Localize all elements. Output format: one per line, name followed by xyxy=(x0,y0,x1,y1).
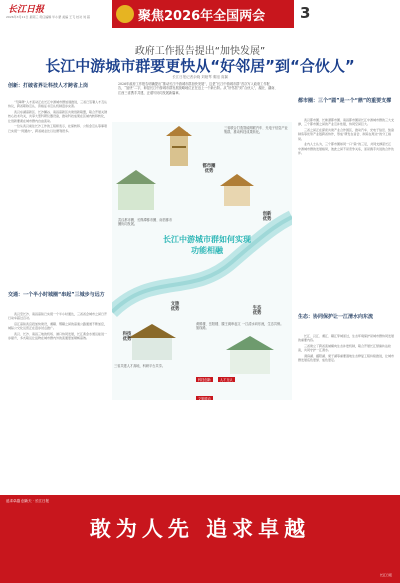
infographic-caption: 三省共建人才高地，科研平台共享。 xyxy=(114,364,165,368)
infographic-center-title: 长江中游城市群如何实现功能相融 xyxy=(163,234,251,255)
paragraph: 武汉至长沙、南昌高铁已实现一个半小时通达，三省省会城市之间日开行动车超过百对。 xyxy=(8,312,108,321)
right-section-2-title: 生态：协同保护让一江清水向东流 xyxy=(298,314,374,320)
slogan-banner xyxy=(0,495,400,583)
paragraph: 武汉、长沙、南昌三地的机场、港口协同发展，长江黄金水道运能进一步提升，多式联运让货物在城市群内外的流通更加顺畅高效。 xyxy=(8,332,108,341)
masthead xyxy=(0,0,400,30)
page-number: 3 xyxy=(300,4,311,22)
left-section-2-body xyxy=(8,312,108,490)
infographic-caption: 一江清水向东流，生态共保。 xyxy=(242,322,284,326)
byline: 长江日报记者余晓 刘娅琴 秦旭 高翼 xyxy=(172,75,228,79)
issue-meta: 2026年3月11日 星期三 责任编辑 毕小蒙 美编 王飞 校对 刘 超 xyxy=(6,15,90,19)
topic-banner xyxy=(112,0,294,28)
paragraph: 沿江高铁武宜段加快建设，湘赣、鄂赣之间的高速公路通道不断加密，城际公交化运营正在逐步试点推广。 xyxy=(8,322,108,331)
right-section-1-title: 都市圈：三个“圆”是一个“鼎”的重要支撑 xyxy=(298,98,392,104)
footer-label: 长江日报 xyxy=(379,573,392,577)
right-section-1-body xyxy=(298,118,394,308)
paragraph: 三省之间正在探索共建产业合作园区，推动汽车、光电子信息、装备制造等优势产业链跨省协作，形成“研发在省会、制造在周边”的分工格局。 xyxy=(298,128,394,141)
banner-title: 聚焦2026年全国两会 xyxy=(138,9,266,24)
slogan: 敢为人先 追求卓越 xyxy=(89,517,311,541)
paragraph: 业内人士认为，三个都市圈如同一口“鼎”的三足，共同支撑起长江中游城市群的发展格局，彼此之间不是竞争关系，而是携手共进的合作伙伴。 xyxy=(298,142,394,156)
city-label: 科技 优势 xyxy=(122,332,132,342)
tag-badge: 人才互认 xyxy=(219,378,233,382)
emblem-icon xyxy=(116,5,134,23)
city-label: 都市圈 优势 xyxy=(202,164,216,174)
paragraph: 长江、汉江、湘江、赣江穿城而过，生态环境保护是城市群协同发展的重要内容。 xyxy=(298,334,394,343)
left-section-1-body xyxy=(8,100,108,285)
newspaper-logo: 长江日报 xyxy=(8,5,45,15)
paragraph: 武汉都市圈、长株潭都市圈、南昌都市圈是长江中游城市群的三大支撑，三个都市圈之间的产业互补性强，协同空间巨大。 xyxy=(298,118,394,127)
left-section-1-title: 创新：打破省界让科技人才跨省上岗 xyxy=(8,83,89,89)
left-section-2-title: 交通：一个半小时城圈“串起”三城步与远方 xyxy=(8,292,105,298)
edition-note: 追求卓越 创新天 · 长江日报 xyxy=(6,499,49,503)
tag-badge: 科技创新 xyxy=(198,378,211,382)
paragraph: 武汉东湖高新区、长沙麓谷、南昌高新区共建创新联盟，联合开展关键核心技术攻关，共享大型科研仪器设备，推动科技成果在区域内转移转化，让创新要素在城市群内自由流动。 xyxy=(8,110,108,123)
city-label: 创新 优势 xyxy=(262,212,272,222)
city-label: 生态 优势 xyxy=(252,306,262,316)
lead-paragraph: 2026年政府工作报告明确提出“推动长江中游城市群加快发展”，这是“长江中游城市群”首次写入政府工作报告，“加快”二字，彰显长江中游城市群发展战略地位正在迈上一个新台阶。从“好邻居”到“合伙人”，湖北、湖南、江西三省携手共建，正谱写协同发展新篇章。 xyxy=(118,82,278,95)
city-label: 文旅 优势 xyxy=(170,302,180,312)
paragraph: 一位从武汉前往长沙工作的工程师表示，社保转移、公积金互认等事项已实现“一网通办”，跨省就业比以往便利很多。 xyxy=(8,124,108,133)
paragraph: “无障碍”人才流动正在长江中游城市群加速推进，三省已签署人才互认协议，跨省职称互认、资格证书互认机制逐步完善。 xyxy=(8,100,108,109)
infographic-caption: 三省联合打造智能网联汽车、光电子信息产业集群，推动科技成果转化。 xyxy=(224,126,288,135)
paragraph: 三省建立了跨省流域横向生态补偿机制，联合开展长江禁渔执法检查，共同守护一江清水。 xyxy=(298,344,392,353)
right-section-2-body xyxy=(298,334,394,490)
kicker: 政府工作报告提出“加快发展” xyxy=(134,46,266,57)
paragraph: 洞庭湖、鄱阳湖、梁子湖等重要湿地生态修复工程持续推进，让城市群发展底色更绿、成色更足。 xyxy=(298,354,394,363)
tag-group xyxy=(196,366,256,400)
tag-badge: 文旅联动 xyxy=(198,397,211,400)
infographic-caption: 黄鹤楼、岳阳楼、滕王阁串起文旅线路。 xyxy=(196,322,241,331)
infographic-caption: 武汉都市圈、长株潭都市圈、南昌都市圈协同发展。 xyxy=(118,218,173,227)
infographic xyxy=(112,122,292,400)
headline: 长江中游城市群要更快从“好邻居”到“合伙人” xyxy=(45,57,355,75)
